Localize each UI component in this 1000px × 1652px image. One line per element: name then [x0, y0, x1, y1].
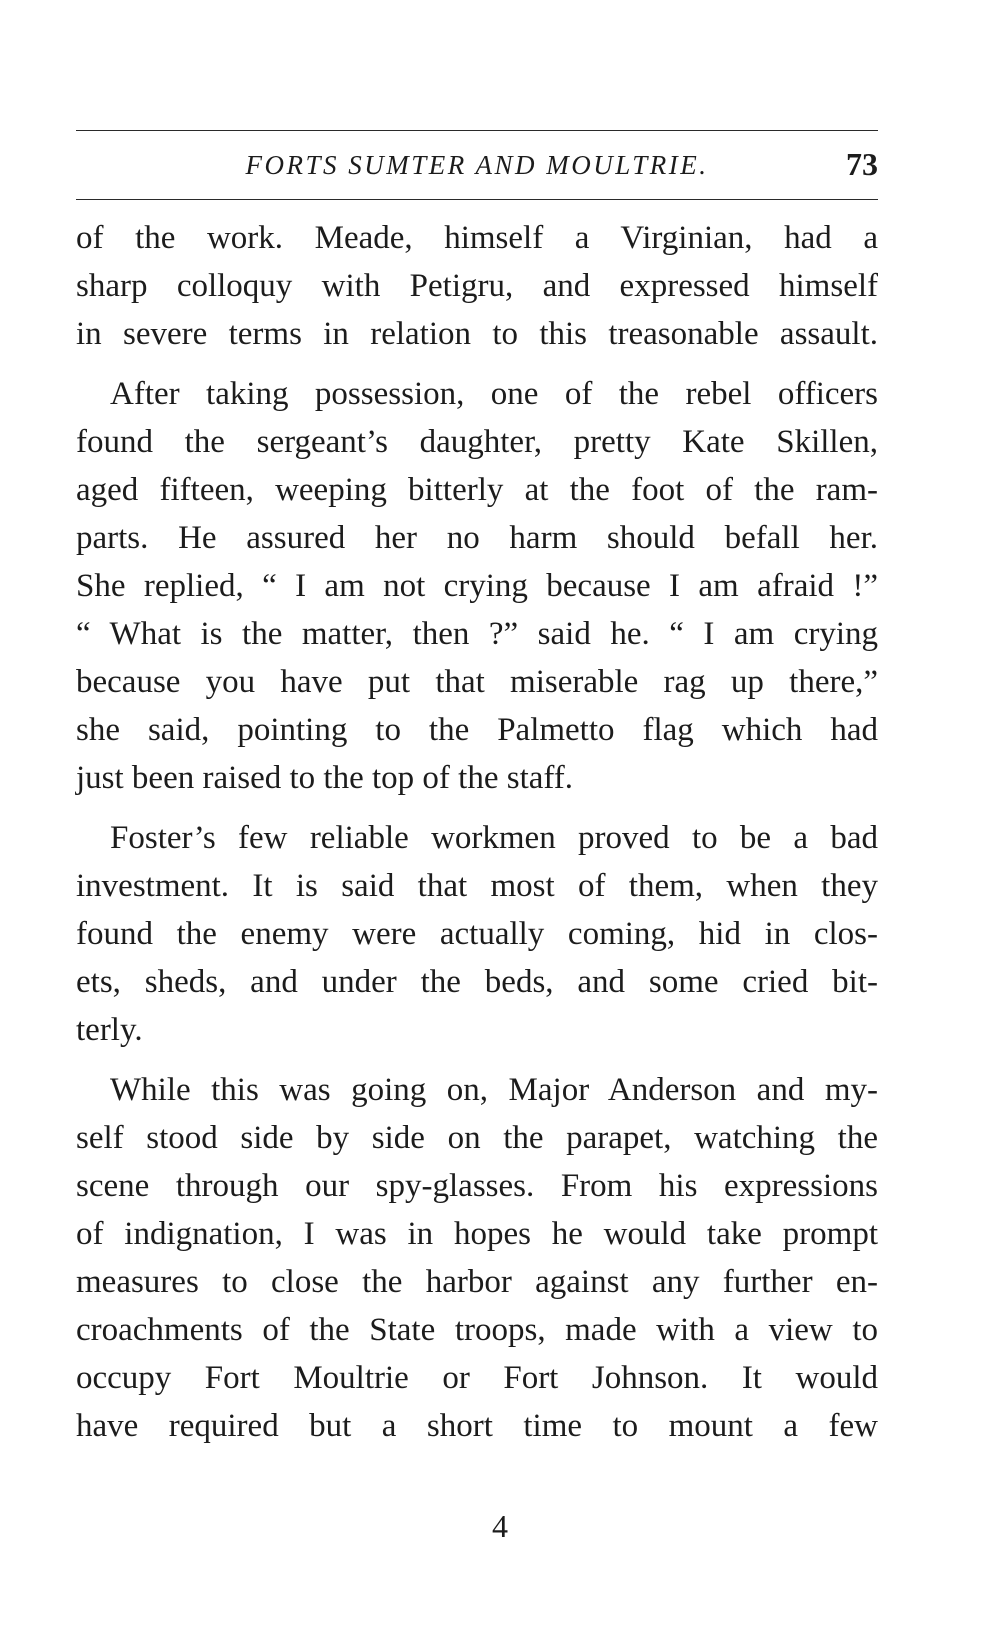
text-line: because you have put that miserable rag up there,”: [76, 664, 878, 700]
paragraph: [76, 814, 878, 1054]
body-text: [76, 214, 878, 1450]
paragraph: [76, 214, 878, 358]
header-rule-top: [76, 130, 878, 131]
text-line: she said, pointing to the Palmetto flag which had: [76, 712, 878, 748]
running-head: [76, 146, 878, 186]
text-line: found the enemy were actually coming, hid in clos-: [76, 916, 878, 952]
paragraph: [76, 1066, 878, 1450]
text-line: found the sergeant’s daughter, pretty Kate Skillen,: [76, 424, 878, 460]
text-line: scene through our spy-glasses. From his expressions: [76, 1168, 878, 1204]
running-title: FORTS SUMTER AND MOULTRIE.: [245, 150, 709, 180]
text-line: have required but a short time to mount a few: [76, 1408, 878, 1444]
text-line: Foster’s few reliable workmen proved to be a bad: [110, 820, 878, 856]
text-line: After taking possession, one of the rebel officers: [110, 376, 878, 412]
text-line: self stood side by side on the parapet, watching the: [76, 1120, 878, 1156]
text-line: just been raised to the top of the staff.: [76, 760, 574, 796]
text-line: of the work. Meade, himself a Virginian, had a: [76, 220, 878, 256]
text-line: measures to close the harbor against any further en-: [76, 1264, 878, 1300]
text-line: aged fifteen, weeping bitterly at the foot of the ram-: [76, 472, 878, 508]
text-line: While this was going on, Major Anderson and my-: [110, 1072, 878, 1108]
page-number: 73: [846, 146, 878, 182]
text-line: sharp colloquy with Petigru, and expressed himself: [76, 268, 878, 304]
text-line: ets, sheds, and under the beds, and some cried bit-: [76, 964, 878, 1000]
signature-mark: 4: [492, 1508, 508, 1544]
text-line: occupy Fort Moultrie or Fort Johnson. It would: [76, 1360, 878, 1396]
text-line: She replied, “ I am not crying because I am afraid !”: [76, 568, 878, 604]
text-line: of indignation, I was in hopes he would take prompt: [76, 1216, 878, 1252]
text-line: in severe terms in relation to this treasonable assault.: [76, 316, 878, 352]
header-rule-bottom: [76, 199, 878, 200]
text-line: terly.: [76, 1012, 143, 1048]
paragraph: [76, 370, 878, 802]
text-line: croachments of the State troops, made with a view to: [76, 1312, 878, 1348]
text-line: investment. It is said that most of them, when they: [76, 868, 878, 904]
text-line: “ What is the matter, then ?” said he. “ I am crying: [76, 616, 878, 652]
text-line: parts. He assured her no harm should befall her.: [76, 520, 878, 556]
